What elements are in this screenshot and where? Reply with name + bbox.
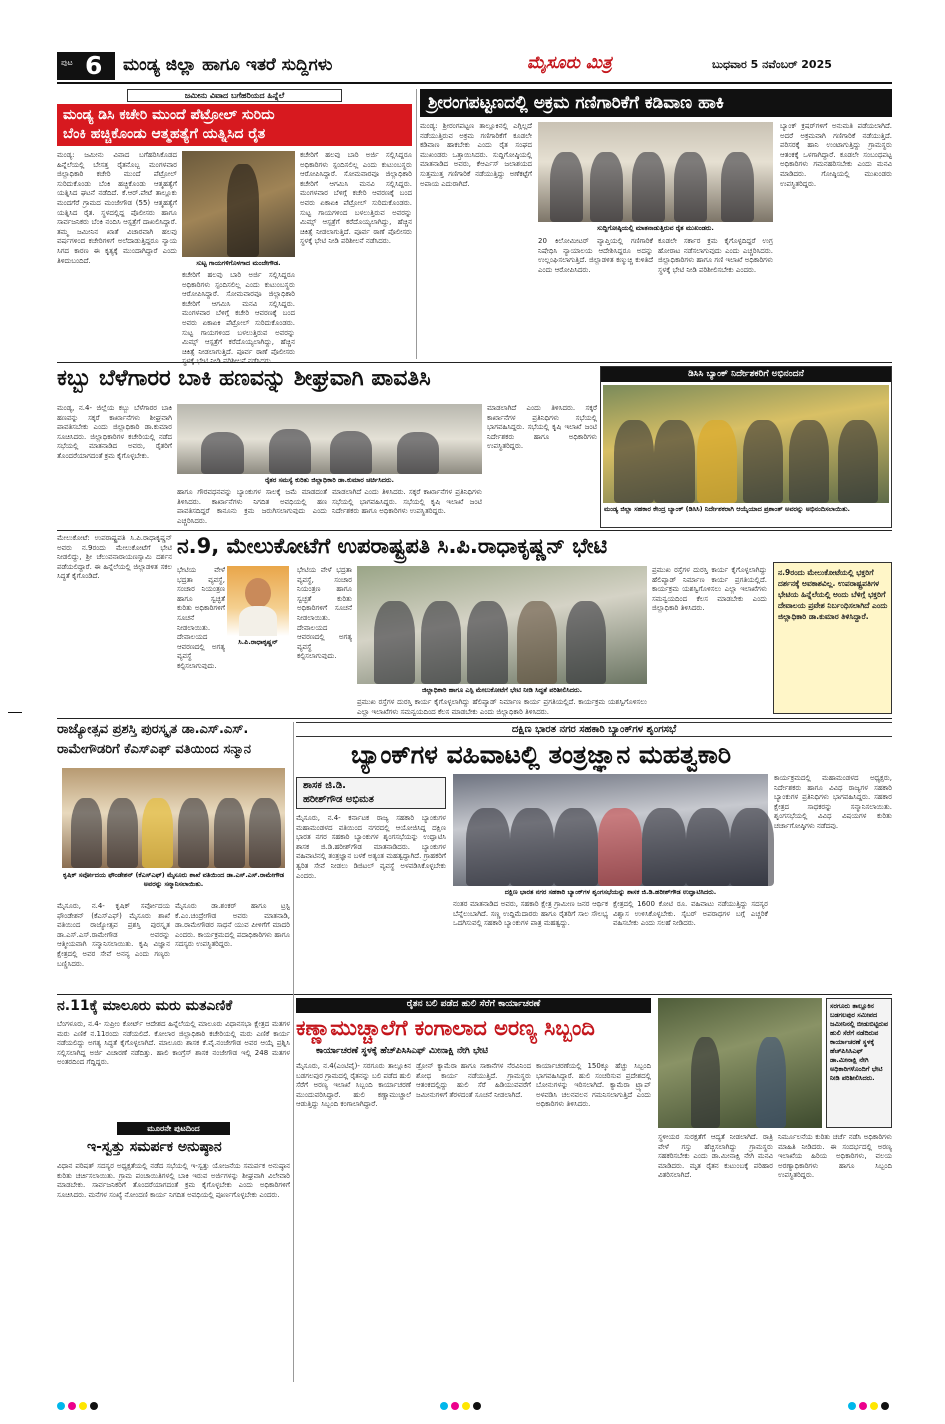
registration-dot bbox=[462, 1402, 470, 1410]
registration-marks-bottom-right bbox=[848, 1402, 889, 1410]
story8-headline: ನ.11ಕ್ಕೆ ಮಾಲೂರು ಮರು ಮತಎಣಿಕೆ bbox=[57, 998, 233, 1014]
issue-date: ಬುಧವಾರ 5 ನವೆಂಬರ್ 2025 bbox=[712, 58, 832, 71]
story-tiger-operation bbox=[296, 998, 892, 1382]
story10-headline: ಕಣ್ಣಾಮುಚ್ಚಾಲೆಗೆ ಕಂಗಾಲಾದ ಅರಣ್ಯ ಸಿಬ್ಬಂದಿ bbox=[296, 1016, 595, 1040]
registration-dot bbox=[848, 1402, 856, 1410]
story1-headline-line2: ಬೆಂಕಿ ಹಚ್ಚಿಕೊಂಡು ಆತ್ಮಹತ್ಯೆಗೆ ಯತ್ನಿಸಿದ ರೈತ bbox=[63, 126, 266, 142]
masthead bbox=[57, 50, 892, 84]
registration-dot bbox=[90, 1402, 98, 1410]
story8-body: ಬೆಂಗಳೂರು, ನ.4- ಸುಪ್ರೀಂ ಕೋರ್ಟ್ ಆದೇಶದ ಹಿನ್ನೆಲೆಯಲ್ಲಿ ಮಾಲೂರು ವಿಧಾನಸಭಾ ಕ್ಷೇತ್ರದ ಮತಗಳ ಮರು ಎಣಿಕೆ ನ.11ರಂದು ನಡೆಯಲಿದೆ. ಕೋಲಾರ ಜಿಲ್ಲಾಧಿಕಾರಿ ಕಚೇರಿಯಲ್ಲಿ ಮರು ಎಣಿಕೆ ಕಾರ್ಯ ನಡೆಯಲಿದ್ದು ಅಗತ್ಯ ಸಿದ್ಧತೆ ಕೈಗೊಳ್ಳಲಾಗಿದೆ. ಮಾಲೂರು ಶಾಸಕ ಕೆ.ವೈ.ನಂಜೇಗೌಡ ಅವರ ಆಯ್ಕೆ ಪ್ರಶ್ನಿಸಿ ಸಲ್ಲಿಸಲಾಗಿದ್ದ ಅರ್ಜಿ ವಿಚಾರಣೆ ನಡೆದಿತ್ತು. ಹಾಲಿ ಕಾಂಗ್ರೆಸ್ ಶಾಸಕ ನಂಜೇಗೌಡ ಇಲ್ಲಿ 248 ಮತಗಳ ಅಂತರದಿಂದ ಗೆದ್ದಿದ್ದರು. bbox=[57, 1020, 290, 1067]
story3-body-d: ಮಾಡಲಾಗಿದೆ ಎಂದು ತಿಳಿಸಿದರು. ಸಕ್ಕರೆ ಕಾರ್ಖಾನೆಗಳ ಪ್ರತಿನಿಧಿಗಳು ಸಭೆಯಲ್ಲಿ ಭಾಗವಹಿಸಿದ್ದರು. ಸಭೆಯಲ್ಲಿ ಕೃಷಿ ಇಲಾಖೆ ಜಂಟಿ ನಿರ್ದೇಶಕರು ಹಾಗೂ ಅಧಿಕಾರಿಗಳು ಉಪಸ್ಥಿತರಿದ್ದರು. bbox=[487, 404, 597, 451]
registration-marks-bottom-left bbox=[57, 1402, 98, 1410]
crop-mark bbox=[8, 712, 22, 713]
story5-photo bbox=[357, 566, 647, 684]
story9-headline: ಇ-ಸ್ವತ್ತು ಸಮರ್ಪಕ ಅನುಷ್ಠಾನ bbox=[87, 1139, 222, 1155]
paper-name-logo: ಮೈಸೂರು ಮಿತ್ರ bbox=[527, 53, 612, 73]
story2-body-a: ಮಂಡ್ಯ: ಶ್ರೀರಂಗಪಟ್ಟಣ ತಾಲ್ಲೂಕಿನಲ್ಲಿ ಎಗ್ಗಿಲ್ಲದೆ ನಡೆಯುತ್ತಿರುವ ಅಕ್ರಮ ಗಣಿಗಾರಿಕೆಗೆ ಕೂಡಲೇ ಕಡಿವಾಣ ಹಾಕಬೇಕು ಎಂದು ರೈತ ಸಂಘದ ಮುಖಂಡರು ಒತ್ತಾಯಿಸಿದರು. ಸುದ್ದಿಗೋಷ್ಠಿಯಲ್ಲಿ ಮಾತನಾಡಿದ ಅವರು, ಕೆಆರ್ಎಸ್ ಜಲಾಶಯದ ಸುತ್ತಮುತ್ತ ಗಣಿಗಾರಿಕೆ ನಡೆಯುತ್ತಿದ್ದು ಅಣೆಕಟ್ಟೆಗೆ ಅಪಾಯ ಎದುರಾಗಿದೆ. bbox=[420, 122, 532, 188]
story4-photo bbox=[603, 385, 889, 503]
story5-box-text: ನ.9ರಂದು ಮೇಲುಕೋಟೆಯಲ್ಲಿ ಭಕ್ತರಿಗೆ ದರ್ಶನಕ್ಕೆ ಅವಕಾಶವಿಲ್ಲ. ಉಪರಾಷ್ಟ್ರಪತಿಗಳ ಭೇಟಿಯ ಹಿನ್ನೆಲೆಯಲ್ಲಿ ಅಂದು ಬೆಳಿಗ್ಗೆ ಭಕ್ತರಿಗೆ ದೇವಾಲಯ ಪ್ರವೇಶ ನಿರ್ಬಂಧಿಸಲಾಗಿದೆ ಎಂದು ಜಿಲ್ಲಾಧಿಕಾರಿ ಡಾ.ಕುಮಾರ ತಿಳಿಸಿದ್ದಾರೆ. bbox=[778, 568, 888, 621]
story7-kicker: ದಕ್ಷಿಣ ಭಾರತ ನಗರ ಸಹಕಾರಿ ಬ್ಯಾಂಕ್‌ಗಳ ಶೃಂಗಸಭೆ bbox=[511, 724, 677, 735]
story6-body-a: ಮೈಸೂರು, ನ.4- ಕೃಷಿಕ್ ಸರ್ವೋದಯ ಫೌಂಡೇಶನ್ (ಕೆಎಸ್‌ಎಫ್) ಮೈಸೂರು ಶಾಖೆ ವತಿಯಿಂದ ರಾಜ್ಯೋತ್ಸವ ಪ್ರಶಸ್ತಿ ಪುರಸ್ಕೃತ ಡಾ.ಎಸ್.ಎಸ್.ರಾಮೇಗೌಡ ಅವರನ್ನು ಆತ್ಮೀಯವಾಗಿ ಸನ್ಮಾನಿಸಲಾಯಿತು. ಕೃಷಿ ವಿಜ್ಞಾನ ಕ್ಷೇತ್ರದಲ್ಲಿ ಅವರ ಸೇವೆ ಅನನ್ಯ ಎಂದು ಗಣ್ಯರು ಬಣ್ಣಿಸಿದರು. bbox=[57, 902, 170, 968]
story3-body-a: ಮಂಡ್ಯ, ನ.4- ಜಿಲ್ಲೆಯ ಕಬ್ಬು ಬೆಳೆಗಾರರ ಬಾಕಿ ಹಣವನ್ನು ಸಕ್ಕರೆ ಕಾರ್ಖಾನೆಗಳು ಶೀಘ್ರವಾಗಿ ಪಾವತಿಸಬೇಕು ಎಂದು ಜಿಲ್ಲಾಧಿಕಾರಿ ಡಾ.ಕುಮಾರ ಸೂಚಿಸಿದರು. ಜಿಲ್ಲಾಧಿಕಾರಿಗಳ ಕಚೇರಿಯಲ್ಲಿ ನಡೆದ ಸಭೆಯಲ್ಲಿ ಮಾತನಾಡಿದ ಅವರು, ರೈತರಿಗೆ ತೊಂದರೆಯಾಗದಂತೆ ಕ್ರಮ ಕೈಗೊಳ್ಳಬೇಕು. bbox=[57, 404, 172, 460]
story2-headline-box bbox=[420, 89, 892, 117]
story10-body-b: ಡ್ರೋನ್ ಕ್ಯಾಮೆರಾ ಹಾಗೂ ಸಾಕಾನೆಗಳ ನೆರವಿನಿಂದ ಶೋಧ ಕಾರ್ಯ ನಡೆಯುತ್ತಿದೆ. ಗ್ರಾಮಸ್ಥರು ಆತಂಕದಲ್ಲಿದ್ದು ಹುಲಿ ಸೆರೆ ಹಿಡಿಯುವವರೆಗೆ ಜಮೀನುಗಳಿಗೆ ತೆರಳದಂತೆ ಸೂಚನೆ ನೀಡಲಾಗಿದೆ. bbox=[416, 1062, 531, 1099]
story6-body-b: ಮೈಸೂರು ಡಾ.ಶಂಕರ್ ಹಾಗೂ ಟ್ರಸ್ಟಿ ಕೆ.ಎಂ.ಚಂದ್ರೇಗೌಡ ಅವರು ಮಾತನಾಡಿ, ಡಾ.ರಾಮೇಗೌಡರ ಸಾಧನೆ ಯುವ ಪೀಳಿಗೆಗೆ ಮಾದರಿ ಎಂದರು. ಕಾರ್ಯಕ್ರಮದಲ್ಲಿ ಪದಾಧಿಕಾರಿಗಳು ಹಾಗೂ ಸದಸ್ಯರು ಉಪಸ್ಥಿತರಿದ್ದರು. bbox=[175, 902, 290, 949]
story7-byline-box bbox=[296, 777, 446, 809]
story7-byline-1: ಶಾಸಕ ಜಿ.ಡಿ. bbox=[303, 780, 346, 791]
story6-photo bbox=[62, 768, 285, 868]
section-title: ಮಂಡ್ಯ ಜಿಲ್ಲಾ ಹಾಗೂ ಇತರೆ ಸುದ್ದಿಗಳು bbox=[123, 55, 333, 75]
story-dcc-bank bbox=[600, 366, 892, 528]
divider-4 bbox=[57, 994, 892, 995]
story7-body-d: ಕಾರ್ಯಕ್ರಮದಲ್ಲಿ ಮಹಾಮಂಡಳದ ಅಧ್ಯಕ್ಷರು, ನಿರ್ದೇಶಕರು ಹಾಗೂ ವಿವಿಧ ರಾಜ್ಯಗಳ ಸಹಕಾರಿ ಬ್ಯಾಂಕುಗಳ ಪ್ರತಿನಿಧಿಗಳು ಭಾಗವಹಿಸಿದ್ದರು. ಸಹಕಾರ ಕ್ಷೇತ್ರದ ಸಾಧಕರನ್ನು ಸನ್ಮಾನಿಸಲಾಯಿತು. ಶೃಂಗಸಭೆಯಲ್ಲಿ ವಿವಿಧ ವಿಷಯಗಳ ಕುರಿತು ಚರ್ಚಾಗೋಷ್ಠಿಗಳು ನಡೆದವು. bbox=[774, 774, 892, 830]
story2-headline: ಶ್ರೀರಂಗಪಟ್ಟಣದಲ್ಲಿ ಅಕ್ರಮ ಗಣಿಗಾರಿಕೆಗೆ ಕಡಿವಾಣ ಹಾಕಿ bbox=[428, 93, 724, 113]
registration-dot bbox=[68, 1402, 76, 1410]
registration-dot bbox=[859, 1402, 867, 1410]
story1-photo bbox=[182, 151, 295, 257]
story5-portrait-caption: ಸಿ.ಪಿ.ರಾಧಾಕೃಷ್ಣನ್ bbox=[238, 638, 278, 646]
story5-headline: ನ.9, ಮೇಲುಕೋಟೆಗೆ ಉಪರಾಷ್ಟ್ರಪತಿ ಸಿ.ಪಿ.ರಾಧಾಕೃಷ್ಣನ್ ಭೇಟಿ bbox=[177, 534, 608, 558]
story1-headline-box bbox=[57, 104, 412, 146]
story-sugarcane-dues bbox=[57, 366, 597, 528]
story10-body-c: ಕಾರ್ಯಾಚರಣೆಯಲ್ಲಿ 150ಕ್ಕೂ ಹೆಚ್ಚು ಸಿಬ್ಬಂದಿ ಭಾಗವಹಿಸಿದ್ದಾರೆ. ಹುಲಿ ಸಂಚರಿಸುವ ಪ್ರದೇಶದಲ್ಲಿ ಬೋನುಗಳನ್ನು ಇರಿಸಲಾಗಿದೆ. ಕ್ಯಾಮೆರಾ ಟ್ರ್ಯಾಪ್ ಅಳವಡಿಸಿ ಚಲನವಲನ ಗಮನಿಸಲಾಗುತ್ತಿದೆ ಎಂದು ಅಧಿಕಾರಿಗಳು ತಿಳಿಸಿದರು. bbox=[536, 1062, 651, 1109]
story5-body-c: ಭೇಟಿಯ ವೇಳೆ ಭದ್ರತಾ ವ್ಯವಸ್ಥೆ, ಸಂಚಾರ ನಿಯಂತ್ರಣ ಹಾಗೂ ಸ್ವಚ್ಛತೆ ಕುರಿತು ಅಧಿಕಾರಿಗಳಿಗೆ ಸೂಚನೆ ನೀಡಲಾಯಿತು. ದೇವಾಲಯದ ಆವರಣದಲ್ಲಿ ಅಗತ್ಯ ವ್ಯವಸ್ಥೆ ಕಲ್ಪಿಸಲಾಗುವುದು. bbox=[297, 566, 352, 661]
story10-body-d: ಸ್ಥಳೀಯರ ಸುರಕ್ಷತೆಗೆ ಆದ್ಯತೆ ನೀಡಲಾಗಿದೆ. ರಾತ್ರಿ ವೇಳೆ ಗಸ್ತು ಹೆಚ್ಚಿಸಲಾಗಿದ್ದು ಗ್ರಾಮಸ್ಥರು ಸಹಕರಿಸಬೇಕು ಎಂದು ಡಾ.ಮೀನಾಕ್ಷಿ ನೇಗಿ ಮನವಿ ಮಾಡಿದರು. ಮೃತ ರೈತನ ಕುಟುಂಬಕ್ಕೆ ಪರಿಹಾರ ವಿತರಿಸಲಾಗಿದೆ. bbox=[658, 1133, 773, 1180]
story10-subhead: ಕಾರ್ಯಾಚರಣೆ ಸ್ಥಳಕ್ಕೆ ಹೆಚ್‌ಪಿಸಿಸಿಎಫ್ ಮೀನಾಕ್ಷಿ ನೇಗಿ ಭೇಟಿ bbox=[316, 1046, 488, 1056]
registration-dot bbox=[57, 1402, 65, 1410]
divider-3 bbox=[57, 718, 892, 719]
story10-body-e: ನಿರ್ಮೂಲನೆಯ ಕುರಿತು ಚರ್ಚೆ ನಡೆಸಿ ಅಧಿಕಾರಿಗಳು ಮಾಹಿತಿ ನೀಡಿದರು. ಈ ಸಂದರ್ಭದಲ್ಲಿ ಅರಣ್ಯ ಇಲಾಖೆಯ ಹಿರಿಯ ಅಧಿಕಾರಿಗಳು, ವಲಯ ಅರಣ್ಯಾಧಿಕಾರಿಗಳು ಹಾಗೂ ಸಿಬ್ಬಂದಿ ಉಪಸ್ಥಿತರಿದ್ದರು. bbox=[778, 1133, 892, 1180]
story9-body: ವಿಧಾನ ಪರಿಷತ್ ಸದಸ್ಯರ ಅಧ್ಯಕ್ಷತೆಯಲ್ಲಿ ನಡೆದ ಸಭೆಯಲ್ಲಿ ಇ-ಸ್ವತ್ತು ಯೋಜನೆಯ ಸಮರ್ಪಕ ಅನುಷ್ಠಾನ ಕುರಿತು ಚರ್ಚಿಸಲಾಯಿತು. ಗ್ರಾಮ ಪಂಚಾಯಿತಿಗಳಲ್ಲಿ ಬಾಕಿ ಇರುವ ಅರ್ಜಿಗಳನ್ನು ಶೀಘ್ರವಾಗಿ ವಿಲೇವಾರಿ ಮಾಡಬೇಕು. ಸಾರ್ವಜನಿಕರಿಗೆ ತೊಂದರೆಯಾಗದಂತೆ ಕ್ರಮ ಕೈಗೊಳ್ಳಬೇಕು ಎಂದು ಅಧಿಕಾರಿಗಳಿಗೆ ಸೂಚಿಸಿದರು. ಮನೆಗಳ ಸಂಖ್ಯೆ ನೋಂದಣಿ ಕಾರ್ಯ ನಿಗದಿತ ಅವಧಿಯಲ್ಲಿ ಪೂರ್ಣಗೊಳ್ಳಬೇಕು ಎಂದರು. bbox=[57, 1162, 290, 1199]
divider-2 bbox=[57, 530, 892, 531]
story7-kicker-box bbox=[296, 722, 892, 737]
story10-side-box-text: ಸರಗೂರು ತಾಲ್ಲೂಕಿನ ಬಡಗಲಪುರ ಸಮೀಪದ ಜಮೀನಿನಲ್ಲಿ ಬೀಡುಬಿಟ್ಟಿರುವ ಹುಲಿ ಸೆರೆಗೆ ನಡೆದಿರುವ ಕಾರ್ಯಾಚರಣೆ ಸ್ಥಳಕ್ಕೆ ಹೆಚ್‌ಪಿಸಿಸಿಎಫ್ ಡಾ.ಮೀನಾಕ್ಷಿ ನೇಗಿ ಅಧಿಕಾರಿಗಳೊಂದಿಗೆ ಭೇಟಿ ನೀಡಿ ಪರಿಶೀಲಿಸಿದರು. bbox=[830, 1002, 889, 1082]
story6-headline-line1: ರಾಜ್ಯೋತ್ಸವ ಪ್ರಶಸ್ತಿ ಪುರಸ್ಕೃತ ಡಾ.ಎಸ್.ಎಸ್. bbox=[57, 722, 249, 737]
page-number-badge bbox=[57, 52, 115, 80]
story-farmer-protest bbox=[57, 89, 412, 366]
registration-dot bbox=[440, 1402, 448, 1410]
story5-portrait bbox=[227, 566, 289, 636]
story2-body-c: ಕೂಡಲೇ ಸರ್ಕಾರ ಕ್ರಮ ಕೈಗೊಳ್ಳದಿದ್ದರೆ ಉಗ್ರ ಹೋರಾಟ ನಡೆಸಲಾಗುವುದು ಎಂದು ಎಚ್ಚರಿಸಿದರು. ಜಿಲ್ಲಾಧಿಕಾರಿಗಳು ಹಾಗೂ ಗಣಿ ಇಲಾಖೆ ಅಧಿಕಾರಿಗಳು ಸ್ಥಳಕ್ಕೆ ಭೇಟಿ ನೀಡಿ ಪರಿಶೀಲಿಸಬೇಕು ಎಂದರು. bbox=[658, 237, 773, 274]
column-rule bbox=[416, 89, 417, 359]
story5-info-box bbox=[773, 562, 892, 714]
story4-photo-caption: ಮಂಡ್ಯ ಜಿಲ್ಲಾ ಸಹಕಾರ ಕೇಂದ್ರ ಬ್ಯಾಂಕ್ (ಡಿಸಿಸಿ) ನಿರ್ದೇಶಕರಾಗಿ ಆಯ್ಕೆಯಾದ ಪ್ರಶಾಂತ್ ಅವರನ್ನು ಅಭಿನಂದಿಸಲಾಯಿತು. bbox=[604, 505, 851, 513]
registration-dot bbox=[79, 1402, 87, 1410]
story1-body-a: ಮಂಡ್ಯ: ಜಮೀನು ವಿವಾದ ಬಗೆಹರಿಸಿಕೊಡದ ಹಿನ್ನೆಲೆಯಲ್ಲಿ ಬೇಸತ್ತ ರೈತನೊಬ್ಬ ಮಂಗಳವಾರ ಜಿಲ್ಲಾಧಿಕಾರಿ ಕಚೇರಿ ಮುಂದೆ ಪೆಟ್ರೋಲ್ ಸುರಿದುಕೊಂಡು ಬೆಂಕಿ ಹಚ್ಚಿಕೊಂಡು ಆತ್ಮಹತ್ಯೆಗೆ ಯತ್ನಿಸಿದ ಘಟನೆ ನಡೆದಿದೆ. ಕೆ.ಆರ್.ಪೇಟೆ ತಾಲ್ಲೂಕು ಮಂದಗೆರೆ ಗ್ರಾಮದ ಮಂಜೇಗೌಡ (55) ಆತ್ಮಹತ್ಯೆಗೆ ಯತ್ನಿಸಿದ ರೈತ. ಸ್ಥಳದಲ್ಲಿದ್ದ ಪೊಲೀಸರು ಹಾಗೂ ಸಾರ್ವಜನಿಕರು ಬೆಂಕಿ ನಂದಿಸಿ ಆಸ್ಪತ್ರೆಗೆ ದಾಖಲಿಸಿದ್ದಾರೆ. ತಮ್ಮ ಜಮೀನಿನ ಖಾತೆ ವಿಚಾರವಾಗಿ ಹಲವು ವರ್ಷಗಳಿಂದ ಕಚೇರಿಗಳಿಗೆ ಅಲೆದಾಡುತ್ತಿದ್ದರೂ ನ್ಯಾಯ ಸಿಗದ ಕಾರಣ ಈ ಕೃತ್ಯಕ್ಕೆ ಮುಂದಾಗಿದ್ದಾರೆ ಎಂದು ತಿಳಿದುಬಂದಿದೆ. bbox=[57, 151, 177, 265]
registration-dot bbox=[881, 1402, 889, 1410]
registration-dot bbox=[870, 1402, 878, 1410]
story4-box-title: ಡಿಸಿಸಿ ಬ್ಯಾಂಕ್ ನಿರ್ದೇಶಕರಿಗೆ ಅಭಿನಂದನೆ bbox=[601, 367, 891, 382]
divider-1 bbox=[57, 362, 892, 363]
story10-photo bbox=[658, 998, 822, 1128]
story6-headline-line2: ರಾಮೇಗೌಡರಿಗೆ ಕೆಎಸ್‌ಎಫ್ ವತಿಯಿಂದ ಸನ್ಮಾನ bbox=[57, 742, 252, 757]
registration-marks-bottom-center bbox=[440, 1402, 481, 1410]
story1-kicker: ಜಮೀನು ವಿವಾದ ಬಗೆಹರಿಯದ ಹಿನ್ನೆಲೆ bbox=[127, 89, 342, 102]
page-label: ಪುಟ bbox=[61, 58, 73, 67]
registration-dot bbox=[473, 1402, 481, 1410]
story7-body-c: ಕ್ಷೇತ್ರದಲ್ಲಿ 1600 ಕೋಟಿ ರೂ. ವಹಿವಾಟು ನಡೆಯುತ್ತಿದ್ದು ಸದಸ್ಯರ ವಿಶ್ವಾಸ ಉಳಿಸಿಕೊಳ್ಳಬೇಕು. ಸೈಬರ್ ಅಪರಾಧಗಳ ಬಗ್ಗೆ ಎಚ್ಚರಿಕೆ ವಹಿಸಬೇಕು ಎಂದು ಸಲಹೆ ನೀಡಿದರು. bbox=[613, 900, 768, 928]
story2-body-d: ಬ್ಯಾಂಕ್ ಕ್ರಷರ್‌ಗಳಿಗೆ ಅನುಮತಿ ಪಡೆಯಲಾಗಿದೆ. ಅದರೆ ಅಕ್ರಮವಾಗಿ ಗಣಿಗಾರಿಕೆ ನಡೆಯುತ್ತಿದೆ. ಪರಿಸರಕ್ಕೆ ಹಾನಿ ಉಂಟಾಗುತ್ತಿದ್ದು ಗ್ರಾಮಸ್ಥರು ಆತಂಕಕ್ಕೆ ಒಳಗಾಗಿದ್ದಾರೆ. ಕೂಡಲೇ ಸಂಬಂಧಪಟ್ಟ ಅಧಿಕಾರಿಗಳು ಗಮನಹರಿಸಬೇಕು ಎಂದು ಮನವಿ ಮಾಡಿದರು. ಗೋಷ್ಠಿಯಲ್ಲಿ ಮುಖಂಡರು ಉಪಸ್ಥಿತರಿದ್ದರು. bbox=[780, 122, 892, 188]
story3-body-c: ಮಾಡಲಾಗಿದೆ ಎಂದು ತಿಳಿಸಿದರು. ಸಕ್ಕರೆ ಕಾರ್ಖಾನೆಗಳ ಪ್ರತಿನಿಧಿಗಳು ಸಭೆಯಲ್ಲಿ ಭಾಗವಹಿಸಿದ್ದರು. ಸಭೆಯಲ್ಲಿ ಕೃಷಿ ಇಲಾಖೆ ಜಂಟಿ ನಿರ್ದೇಶಕರು ಹಾಗೂ ಅಧಿಕಾರಿಗಳು ಉಪಸ್ಥಿತರಿದ್ದರು. bbox=[332, 488, 482, 516]
story10-kicker: ರೈತನ ಬಲಿ ಪಡೆದ ಹುಲಿ ಸೆರೆಗೆ ಕಾರ್ಯಾಚರಣೆ bbox=[406, 999, 541, 1009]
story1-photo-caption: ಸುಟ್ಟ ಗಾಯಗಳಿಗೊಳಗಾದ ಮಂಜೇಗೌಡ. bbox=[196, 259, 281, 267]
story7-headline: ಬ್ಯಾಂಕ್‌ಗಳ ವಹಿವಾಟಲ್ಲಿ ತಂತ್ರಜ್ಞಾನ ಮಹತ್ವಕಾರಿ bbox=[351, 740, 732, 769]
story-recount bbox=[57, 998, 290, 1120]
masthead-rule bbox=[57, 82, 892, 84]
story2-photo-caption: ಸುದ್ದಿಗೋಷ್ಠಿಯಲ್ಲಿ ಮಾತನಾಡುತ್ತಿರುವ ರೈತ ಮುಖಂಡರು. bbox=[597, 224, 714, 232]
story5-body-d: ಪ್ರಮುಖ ರಸ್ತೆಗಳ ದುರಸ್ತಿ ಕಾರ್ಯ ಕೈಗೊಳ್ಳಲಾಗಿದ್ದು ಹೆಲಿಪ್ಯಾಡ್ ನಿರ್ಮಾಣ ಕಾರ್ಯ ಪ್ರಗತಿಯಲ್ಲಿದೆ. ಕಾರ್ಯಕ್ರಮ ಯಶಸ್ವಿಗೊಳಿಸಲು ಎಲ್ಲಾ ಇಲಾಖೆಗಳು ಸಮನ್ವಯದಿಂದ ಕೆಲಸ ಮಾಡಬೇಕು ಎಂದು ಜಿಲ್ಲಾಧಿಕಾರಿ ತಿಳಿಸಿದರು. bbox=[357, 698, 647, 716]
registration-dot bbox=[451, 1402, 459, 1410]
story3-photo-caption: ರೈತರ ಸಮಸ್ಯೆ ಕುರಿತು ಜಿಲ್ಲಾಧಿಕಾರಿ ಡಾ.ಕುಮಾರ ಚರ್ಚಿಸಿದರು. bbox=[265, 476, 394, 484]
story-bank-summit bbox=[296, 722, 892, 992]
story5-body-b: ಭೇಟಿಯ ವೇಳೆ ಭದ್ರತಾ ವ್ಯವಸ್ಥೆ, ಸಂಚಾರ ನಿಯಂತ್ರಣ ಹಾಗೂ ಸ್ವಚ್ಛತೆ ಕುರಿತು ಅಧಿಕಾರಿಗಳಿಗೆ ಸೂಚನೆ ನೀಡಲಾಯಿತು. ದೇವಾಲಯದ ಆವರಣದಲ್ಲಿ ಅಗತ್ಯ ವ್ಯವಸ್ಥೆ ಕಲ್ಪಿಸಲಾಗುವುದು. bbox=[177, 566, 225, 670]
story7-body-b: ನಂತರ ಮಾತನಾಡಿದ ಅವರು, ಸಹಕಾರಿ ಕ್ಷೇತ್ರ ಗ್ರಾಮೀಣ ಜನರ ಆರ್ಥಿಕ ಬೆನ್ನೆಲುಬಾಗಿದೆ. ಸಣ್ಣ ಉದ್ದಿಮೆದಾರರು ಹಾಗೂ ರೈತರಿಗೆ ಸಾಲ ಸೌಲಭ್ಯ ಒದಗಿಸುವಲ್ಲಿ ಸಹಕಾರಿ ಬ್ಯಾಂಕುಗಳ ಪಾತ್ರ ಮಹತ್ವದ್ದು. bbox=[453, 900, 608, 928]
story9-kicker: ಮೂರನೇ ಪುಟದಿಂದ bbox=[117, 1122, 230, 1135]
story1-headline-line1: ಮಂಡ್ಯ ಡಿಸಿ ಕಚೇರಿ ಮುಂದೆ ಪೆಟ್ರೋಲ್ ಸುರಿದು bbox=[63, 107, 275, 123]
story7-body-a: ಮೈಸೂರು, ನ.4- ಕರ್ನಾಟಕ ರಾಜ್ಯ ಸಹಕಾರಿ ಬ್ಯಾಂಕುಗಳ ಮಹಾಮಂಡಳದ ವತಿಯಿಂದ ನಗರದಲ್ಲಿ ಆಯೋಜಿಸಿದ್ದ ದಕ್ಷಿಣ ಭಾರತ ನಗರ ಸಹಕಾರಿ ಬ್ಯಾಂಕುಗಳ ಶೃಂಗಸಭೆಯನ್ನು ಉದ್ಘಾಟಿಸಿ ಶಾಸಕ ಜಿ.ಡಿ.ಹರೀಶ್‌ಗೌಡ ಮಾತನಾಡಿದರು. ಬ್ಯಾಂಕುಗಳ ವಹಿವಾಟಿನಲ್ಲಿ ತಂತ್ರಜ್ಞಾನ ಬಳಕೆ ಅತ್ಯಂತ ಮಹತ್ವದ್ದಾಗಿದೆ. ಗ್ರಾಹಕರಿಗೆ ತ್ವರಿತ ಸೇವೆ ನೀಡಲು ಡಿಜಿಟಲ್ ವ್ಯವಸ್ಥೆ ಅಳವಡಿಸಿಕೊಳ್ಳಬೇಕು ಎಂದರು. bbox=[296, 814, 446, 880]
story10-body-a: ಮೈಸೂರು, ನ.4(ಎಂಟಿವೈ)- ಸರಗೂರು ತಾಲ್ಲೂಕಿನ ಬಡಗಲಪುರ ಗ್ರಾಮದಲ್ಲಿ ರೈತನನ್ನು ಬಲಿ ಪಡೆದ ಹುಲಿ ಸೆರೆಗೆ ಅರಣ್ಯ ಇಲಾಖೆ ಸಿಬ್ಬಂದಿ ಕಾರ್ಯಾಚರಣೆ ಮುಂದುವರಿಸಿದ್ದಾರೆ. ಹುಲಿ ಕಣ್ಣಾಮುಚ್ಚಾಲೆ ಆಡುತ್ತಿದ್ದು ಸಿಬ್ಬಂದಿ ಕಂಗಾಲಾಗಿದ್ದಾರೆ. bbox=[296, 1062, 411, 1109]
story-vp-visit bbox=[57, 534, 892, 716]
story-illegal-mining bbox=[420, 89, 892, 359]
page-number: 6 bbox=[85, 51, 103, 80]
story5-photo-caption: ಜಿಲ್ಲಾಧಿಕಾರಿ ಹಾಗೂ ಎಸ್ಪಿ ಮೇಲುಕೋಟೆಗೆ ಭೇಟಿ ನೀಡಿ ಸಿದ್ಧತೆ ಪರಿಶೀಲಿಸಿದರು. bbox=[421, 686, 583, 694]
story7-byline-2: ಹರೀಶ್‌ಗೌಡ ಅಭಿಮತ bbox=[303, 794, 374, 805]
story5-body-a: ಮೇಲುಕೋಟೆ: ಉಪರಾಷ್ಟ್ರಪತಿ ಸಿ.ಪಿ.ರಾಧಾಕೃಷ್ಣನ್ ಅವರು ನ.9ರಂದು ಮೇಲುಕೋಟೆಗೆ ಭೇಟಿ ನೀಡಲಿದ್ದು, ಶ್ರೀ ಚೆಲುವನಾರಾಯಣಸ್ವಾಮಿ ದರ್ಶನ ಪಡೆಯಲಿದ್ದಾರೆ. ಈ ಹಿನ್ನೆಲೆಯಲ್ಲಿ ಜಿಲ್ಲಾಡಳಿತ ಸಕಲ ಸಿದ್ಧತೆ ಕೈಗೊಂಡಿದೆ. bbox=[57, 534, 172, 581]
story3-photo bbox=[177, 404, 482, 474]
story3-headline: ಕಬ್ಬು ಬೆಳೆಗಾರರ ಬಾಕಿ ಹಣವನ್ನು ಶೀಘ್ರವಾಗಿ ಪಾವತಿಸಿ bbox=[57, 366, 431, 391]
story7-photo bbox=[453, 774, 768, 886]
story2-body-b: 20 ಕಿಲೋಮೀಟರ್ ವ್ಯಾಪ್ತಿಯಲ್ಲಿ ಗಣಿಗಾರಿಕೆ ನಿಷೇಧಿಸಿ ನ್ಯಾಯಾಲಯ ಆದೇಶಿಸಿದ್ದರೂ ಅದನ್ನು ಉಲ್ಲಂಘಿಸಲಾಗುತ್ತಿದೆ. ಜಿಲ್ಲಾಡಳಿತ ಕಣ್ಮುಚ್ಚಿ ಕುಳಿತಿದೆ ಎಂದು ಆರೋಪಿಸಿದರು. bbox=[538, 237, 653, 274]
story1-body-c: ಕಚೇರಿಗೆ ಹಲವು ಬಾರಿ ಅರ್ಜಿ ಸಲ್ಲಿಸಿದ್ದರೂ ಅಧಿಕಾರಿಗಳು ಸ್ಪಂದಿಸಲಿಲ್ಲ ಎಂದು ಕುಟುಂಬಸ್ಥರು ಆರೋಪಿಸಿದ್ದಾರೆ. ಸೋಮವಾರವೂ ಜಿಲ್ಲಾಧಿಕಾರಿ ಕಚೇರಿಗೆ ಆಗಮಿಸಿ ಮನವಿ ಸಲ್ಲಿಸಿದ್ದರು. ಮಂಗಳವಾರ ಬೆಳಿಗ್ಗೆ ಕಚೇರಿ ಆವರಣಕ್ಕೆ ಬಂದ ಅವರು ಏಕಾಏಕಿ ಪೆಟ್ರೋಲ್ ಸುರಿದುಕೊಂಡರು. ಸುಟ್ಟ ಗಾಯಗಳಿಂದ ಬಳಲುತ್ತಿರುವ ಅವರನ್ನು ಮಿಮ್ಸ್ ಆಸ್ಪತ್ರೆಗೆ ಕರೆದೊಯ್ಯಲಾಗಿದ್ದು, ಹೆಚ್ಚಿನ ಚಿಕಿತ್ಸೆ ನೀಡಲಾಗುತ್ತಿದೆ. ಪೂರ್ವ ಠಾಣೆ ಪೊಲೀಸರು ಸ್ಥಳಕ್ಕೆ ಭೇಟಿ ನೀಡಿ ಪರಿಶೀಲನೆ ನಡೆಸಿದರು. bbox=[300, 151, 412, 246]
story1-body-b: ಕಚೇರಿಗೆ ಹಲವು ಬಾರಿ ಅರ್ಜಿ ಸಲ್ಲಿಸಿದ್ದರೂ ಅಧಿಕಾರಿಗಳು ಸ್ಪಂದಿಸಲಿಲ್ಲ ಎಂದು ಕುಟುಂಬಸ್ಥರು ಆರೋಪಿಸಿದ್ದಾರೆ. ಸೋಮವಾರವೂ ಜಿಲ್ಲಾಧಿಕಾರಿ ಕಚೇರಿಗೆ ಆಗಮಿಸಿ ಮನವಿ ಸಲ್ಲಿಸಿದ್ದರು. ಮಂಗಳವಾರ ಬೆಳಿಗ್ಗೆ ಕಚೇರಿ ಆವರಣಕ್ಕೆ ಬಂದ ಅವರು ಏಕಾಏಕಿ ಪೆಟ್ರೋಲ್ ಸುರಿದುಕೊಂಡರು. ಸುಟ್ಟ ಗಾಯಗಳಿಂದ ಬಳಲುತ್ತಿರುವ ಅವರನ್ನು ಮಿಮ್ಸ್ ಆಸ್ಪತ್ರೆಗೆ ಕರೆದೊಯ್ಯಲಾಗಿದ್ದು, ಹೆಚ್ಚಿನ ಚಿಕಿತ್ಸೆ ನೀಡಲಾಗುತ್ತಿದೆ. ಪೂರ್ವ ಠಾಣೆ ಪೊಲೀಸರು ಸ್ಥಳಕ್ಕೆ ಭೇಟಿ ನೀಡಿ ಪರಿಶೀಲನೆ ನಡೆಸಿದರು. bbox=[182, 271, 295, 366]
story2-photo bbox=[538, 122, 773, 222]
story-award bbox=[57, 722, 290, 992]
story-e-swathu bbox=[57, 1122, 290, 1382]
column-rule bbox=[293, 722, 294, 1382]
story10-kicker-box bbox=[296, 998, 651, 1013]
story6-photo-caption: ಕೃಷಿಕ್ ಸರ್ವೋದಯ ಫೌಂಡೇಶನ್ (ಕೆಎಸ್‌ಎಫ್) ಮೈಸೂರು ಶಾಖೆ ವತಿಯಿಂದ ಡಾ.ಎಸ್.ಎಸ್.ರಾಮೇಗೌಡ ಅವರನ್ನು ಸನ್ಮಾನಿಸಲಾಯಿತು. bbox=[62, 871, 284, 888]
story3-body-b: ಹಾಗೂ ಗೌರವಧನವನ್ನು ಬ್ಯಾಂಕುಗಳ ಸಾಲಕ್ಕೆ ಜಮೆ ಮಾಡದಂತೆ ತಿಳಿಸಿದರು. ಕಾರ್ಖಾನೆಗಳು ನಿಗದಿತ ಅವಧಿಯಲ್ಲಿ ಹಣ ಪಾವತಿಸದಿದ್ದರೆ ಕಾನೂನು ಕ್ರಮ ಜರುಗಿಸಲಾಗುವುದು ಎಂದು ಎಚ್ಚರಿಸಿದರು. bbox=[177, 488, 327, 525]
story7-photo-caption: ದಕ್ಷಿಣ ಭಾರತ ನಗರ ಸಹಕಾರಿ ಬ್ಯಾಂಕ್‌ಗಳ ಶೃಂಗಸಭೆಯನ್ನು ಶಾಸಕ ಜಿ.ಡಿ.ಹರೀಶ್‌ಗೌಡ ಉದ್ಘಾಟಿಸಿದರು. bbox=[504, 888, 717, 896]
story5-body-e: ಪ್ರಮುಖ ರಸ್ತೆಗಳ ದುರಸ್ತಿ ಕಾರ್ಯ ಕೈಗೊಳ್ಳಲಾಗಿದ್ದು ಹೆಲಿಪ್ಯಾಡ್ ನಿರ್ಮಾಣ ಕಾರ್ಯ ಪ್ರಗತಿಯಲ್ಲಿದೆ. ಕಾರ್ಯಕ್ರಮ ಯಶಸ್ವಿಗೊಳಿಸಲು ಎಲ್ಲಾ ಇಲಾಖೆಗಳು ಸಮನ್ವಯದಿಂದ ಕೆಲಸ ಮಾಡಬೇಕು ಎಂದು ಜಿಲ್ಲಾಧಿಕಾರಿ ತಿಳಿಸಿದರು. bbox=[652, 566, 767, 613]
story10-side-box bbox=[826, 998, 892, 1128]
